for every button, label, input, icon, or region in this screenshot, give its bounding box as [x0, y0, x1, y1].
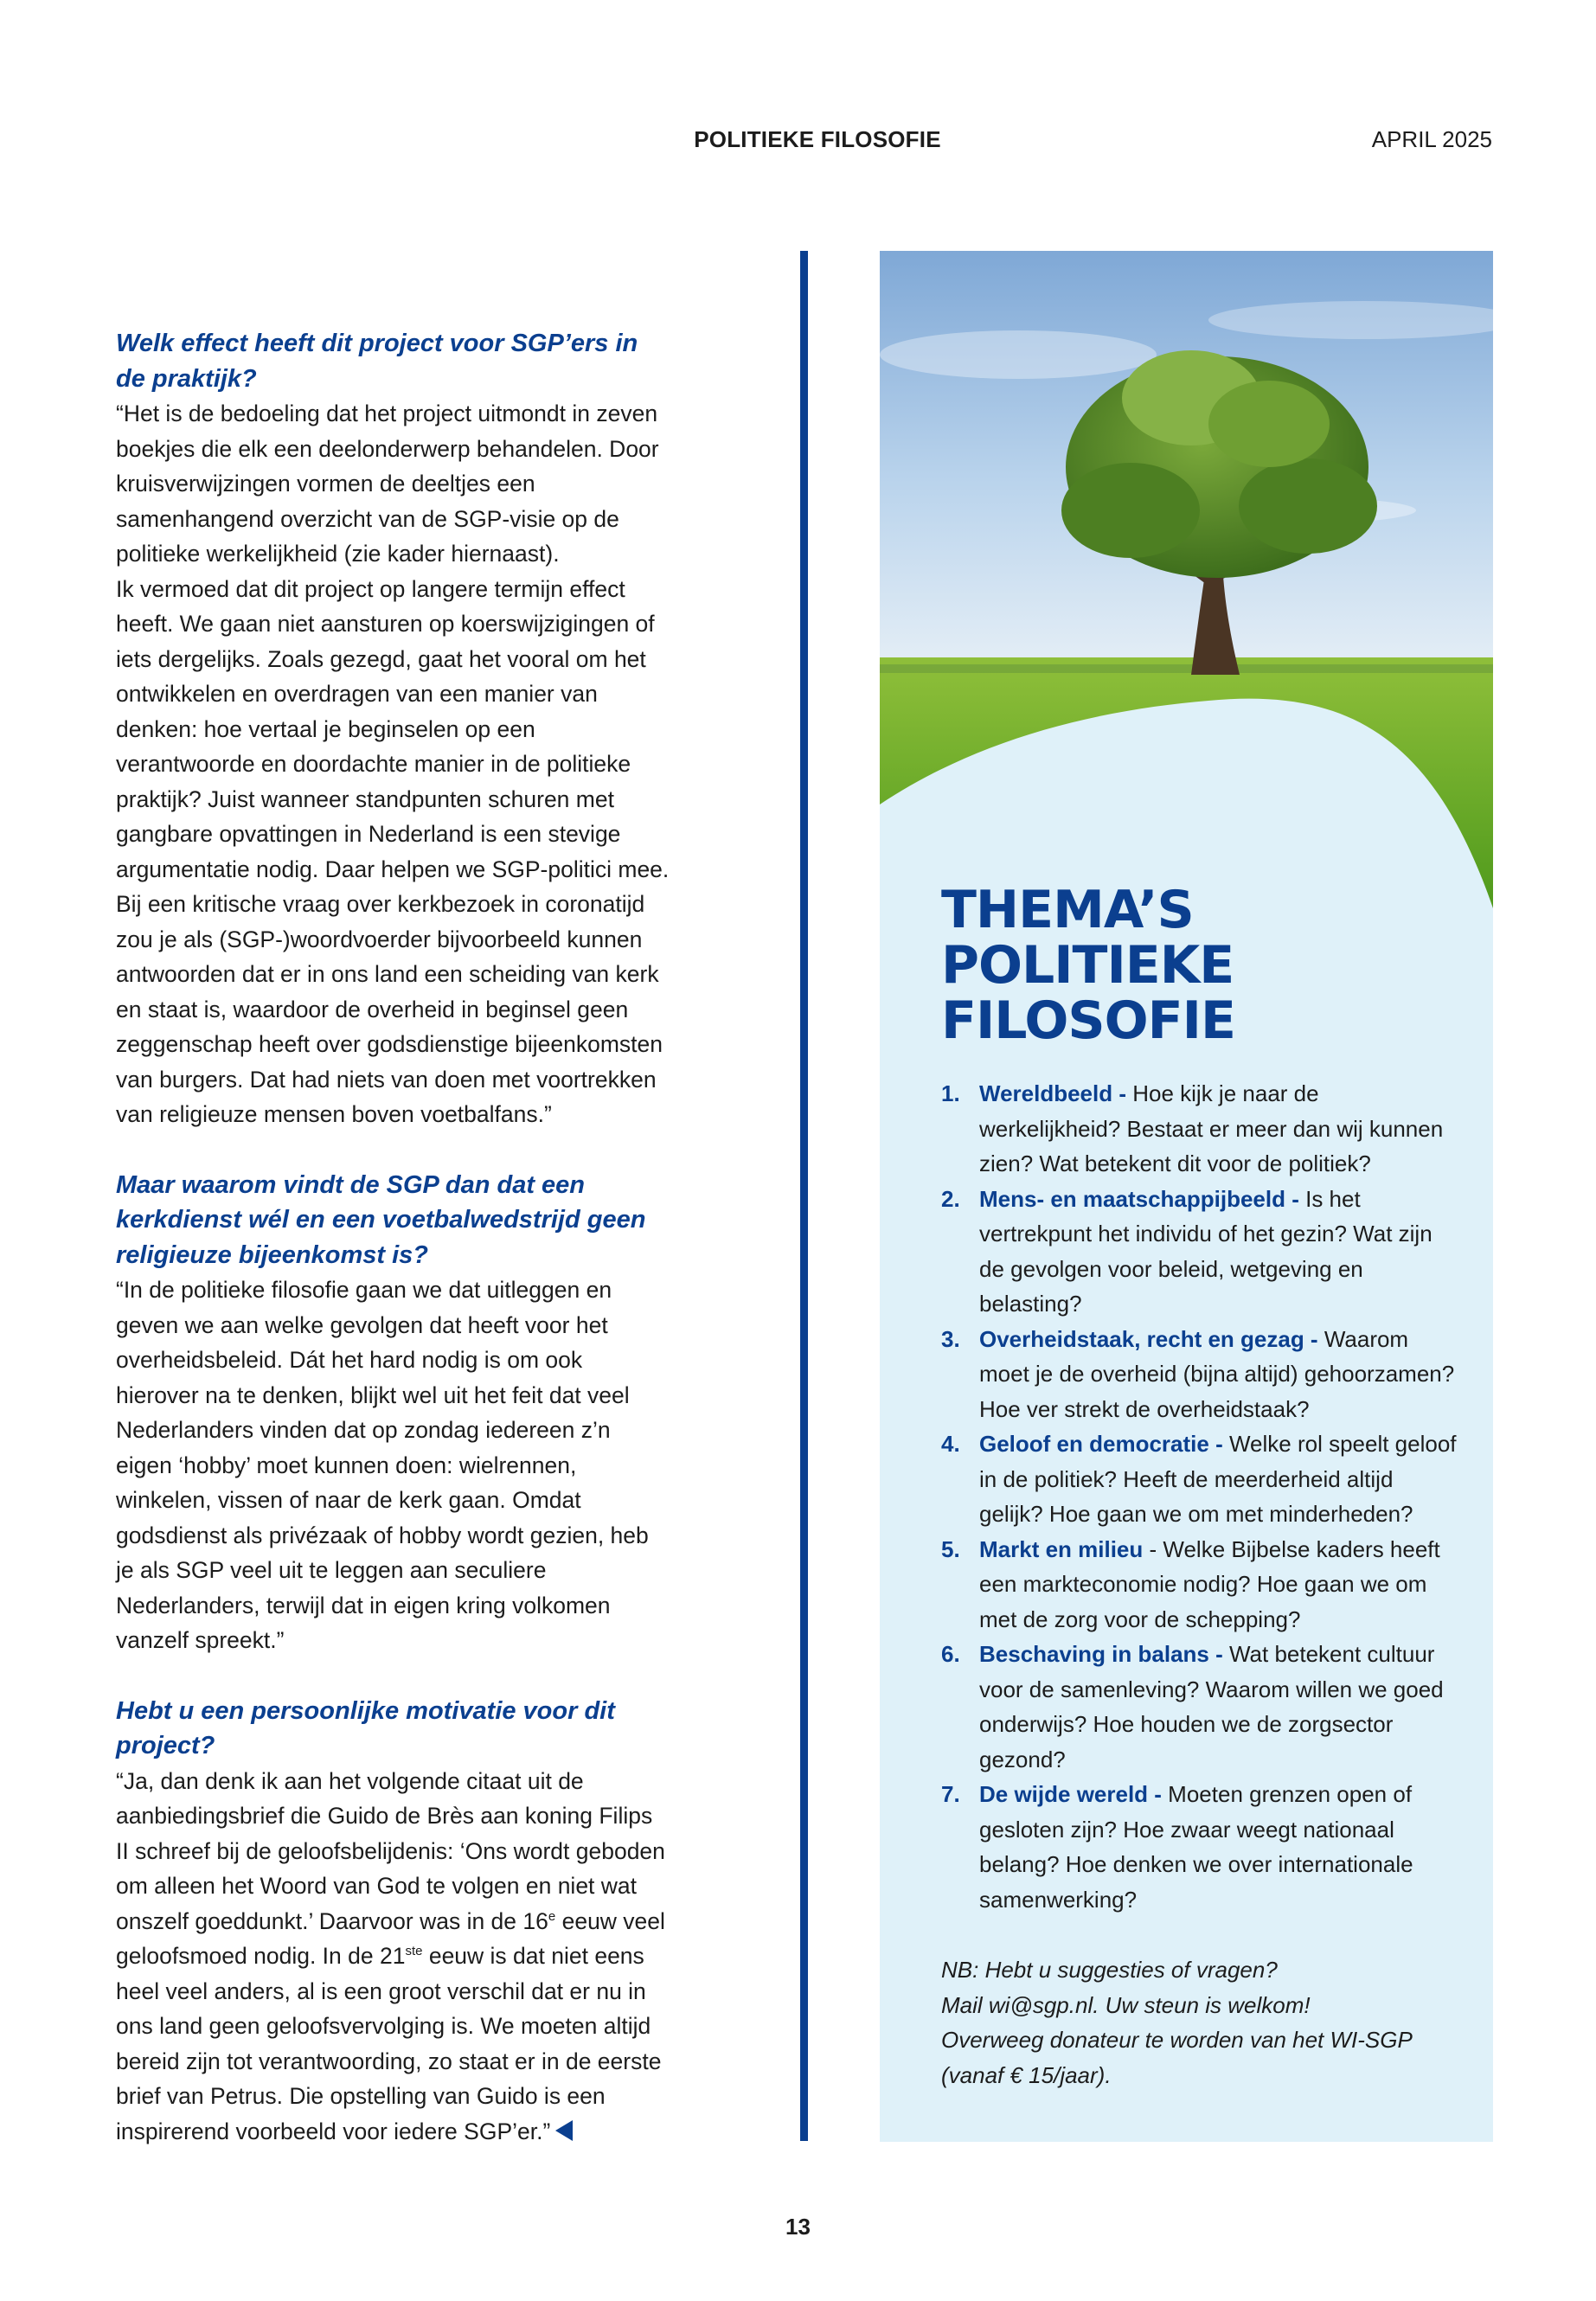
theme-title: Overheidstaak, recht en gezag -	[979, 1325, 1318, 1352]
question-heading: Hebt u een persoonlijke motivatie voor dit project?	[116, 1696, 615, 1759]
answer-paragraph: “In de politieke filosofie gaan we dat uitleggen en geven we aan welke gevolgen dat heeft voor het overheidsbeleid. Dát het hard nodig is om ook hierover na te denken, blijkt wel uit het feit dat veel Nederlanders vinden dat op zondag iedereen z’n eigen ‘hobby’ moet kunnen doen: wielrennen, winkelen, vissen of naar de kerk gaan. Omdat godsdienst als privézaak of hobby wordt gezien, heb je als SGP veel uit te leggen aan seculiere Nederlanders, terwijl dat in eigen kring volkomen vanzelf spreekt.”	[116, 1277, 649, 1653]
theme-text: Is het vertrekpunt het individu of het gezin? Wat zijn de gevolgen voor beleid, wetgeving en belasting?	[979, 1185, 1433, 1317]
oak-tree-photo	[880, 251, 1493, 908]
question-heading: Welk effect heeft dit project voor SGP’ers in de praktijk?	[116, 330, 638, 393]
theme-number: 2.	[941, 1185, 960, 1212]
qa-block-1	[116, 326, 670, 1132]
theme-title: Wereldbeeld -	[979, 1080, 1127, 1106]
note-line: NB: Hebt u suggesties of vragen?	[941, 1957, 1278, 1983]
superscript: e	[548, 1908, 556, 1924]
note-line: Overweeg donateur te worden van het WI-SGP (vanaf € 15/jaar).	[941, 2027, 1412, 2088]
qa-block-3	[116, 1694, 670, 2150]
theme-title: Markt en milieu	[979, 1535, 1144, 1562]
theme-title: Beschaving in balans -	[979, 1641, 1223, 1667]
theme-title: Geloof en democratie -	[979, 1431, 1223, 1457]
contact-note	[941, 1952, 1460, 2093]
answer-paragraph	[116, 1764, 670, 2150]
theme-number: 7.	[941, 1781, 960, 1807]
theme-item	[941, 1777, 1460, 1917]
theme-number: 1.	[941, 1080, 960, 1106]
theme-text: Wat betekent cultuur voor de samenleving? Waarom willen we goed onderwijs? Hoe houden we de zorgsector gezond?	[979, 1641, 1444, 1772]
theme-item	[941, 1426, 1460, 1532]
question-heading: Maar waarom vindt de SGP dan dat een kerkdienst wél en een voetbalwedstrijd geen religieuze bijeenkomst is?	[116, 1170, 646, 1269]
themes-list	[941, 1076, 1460, 1917]
theme-text: Hoe kijk je naar de werkelijkheid? Bestaat er meer dan wij kunnen zien? Wat betekent dit voor de politiek?	[979, 1080, 1444, 1176]
theme-text: Welke rol speelt geloof in de politiek? Heeft de meerderheid altijd gelijk? Hoe gaan we om met minderheden?	[979, 1431, 1457, 1527]
answer-text: eeuw is dat niet eens heel veel anders, al is een groot verschil dat er nu in ons land geen geloofsvervolging is. We moeten altijd bereid zijn tot verantwoording, zo staat er in de eerste brief van Petrus. Die opstelling van Guido is een inspirerend voorbeeld voor iedere SGP’er.”	[116, 1943, 662, 2144]
article-column	[116, 326, 670, 2184]
theme-number: 5.	[941, 1535, 960, 1562]
answer-text: eeuw veel geloofsmoed nodig. In de 21	[116, 1907, 665, 1969]
theme-item	[941, 1076, 1460, 1182]
theme-text: - Welke Bijbelse kaders heeft een markteconomie nodig? Hoe gaan we om met de zorg voor de schepping?	[979, 1535, 1440, 1632]
theme-item	[941, 1322, 1460, 1427]
theme-text: Moeten grenzen open of gesloten zijn? Hoe zwaar weegt nationaal belang? Hoe denken we over internationale samenwerking?	[979, 1781, 1413, 1913]
qa-block-2	[116, 1168, 670, 1658]
end-of-article-icon	[555, 2120, 573, 2141]
note-line: Mail wi@sgp.nl. Uw steun is welkom!	[941, 1991, 1311, 2018]
theme-item	[941, 1532, 1460, 1638]
column-divider	[800, 251, 808, 2141]
theme-text: Waarom moet je de overheid (bijna altijd) gehoorzamen? Hoe ver strekt de overheidstaak?	[979, 1325, 1455, 1422]
answer-paragraph: “Het is de bedoeling dat het project uitmondt in zeven boekjes die elk een deelonderwerp behandelen. Door kruisverwijzingen vormen de deeltjes een samenhangend overzicht van de SGP-visie op de politieke werkelijkheid (zie kader hiernaast).	[116, 401, 659, 567]
themes-box	[941, 882, 1460, 2093]
page-number: 13	[785, 2214, 811, 2240]
section-title: POLITIEKE FILOSOFIE	[694, 126, 941, 152]
superscript: ste	[405, 1944, 423, 1959]
theme-number: 3.	[941, 1325, 960, 1352]
answer-paragraph: Ik vermoed dat dit project op langere termijn effect heeft. We gaan niet aansturen op koerswijzigingen of iets dergelijks. Zoals gezegd, gaat het vooral om het ontwikkelen en overdragen van een manier van denken: hoe vertaal je beginselen op een verantwoorde en doordachte manier in de politieke praktijk? Juist wanneer standpunten schuren met gangbare opvattingen in Nederland is een stevige argumentatie nodig. Daar helpen we SGP-politici mee. Bij een kritische vraag over kerkbezoek in coronatijd zou je als (SGP-)woordvoerder bijvoorbeeld kunnen antwoorden dat er in ons land een scheiding van kerk en staat is, waardoor de overheid in beginsel geen zeggenschap heeft over godsdienstige bijeenkomsten van burgers. Dat had niets van doen met voortrekken van religieuze mensen boven voetbalfans.”	[116, 575, 670, 1127]
issue-date: APRIL 2025	[1371, 126, 1492, 152]
theme-title: De wijde wereld -	[979, 1781, 1162, 1807]
theme-number: 4.	[941, 1431, 960, 1457]
themes-sidebar	[880, 251, 1493, 2142]
theme-title: Mens- en maatschappijbeeld -	[979, 1185, 1299, 1212]
themes-title: THEMA’S POLITIEKE FILOSOFIE	[941, 880, 1235, 1051]
answer-text: “Ja, dan denk ik aan het volgende citaat uit de aanbiedingsbrief die Guido de Brès aan koning Filips II schreef bij de geloofsbelijdenis: ‘Ons wordt geboden om alleen het Woord van God te volgen en niet wat onszelf goeddunkt.’ Daarvoor was in de 16	[116, 1767, 665, 1934]
theme-number: 6.	[941, 1641, 960, 1667]
theme-item	[941, 1182, 1460, 1322]
theme-item	[941, 1637, 1460, 1777]
